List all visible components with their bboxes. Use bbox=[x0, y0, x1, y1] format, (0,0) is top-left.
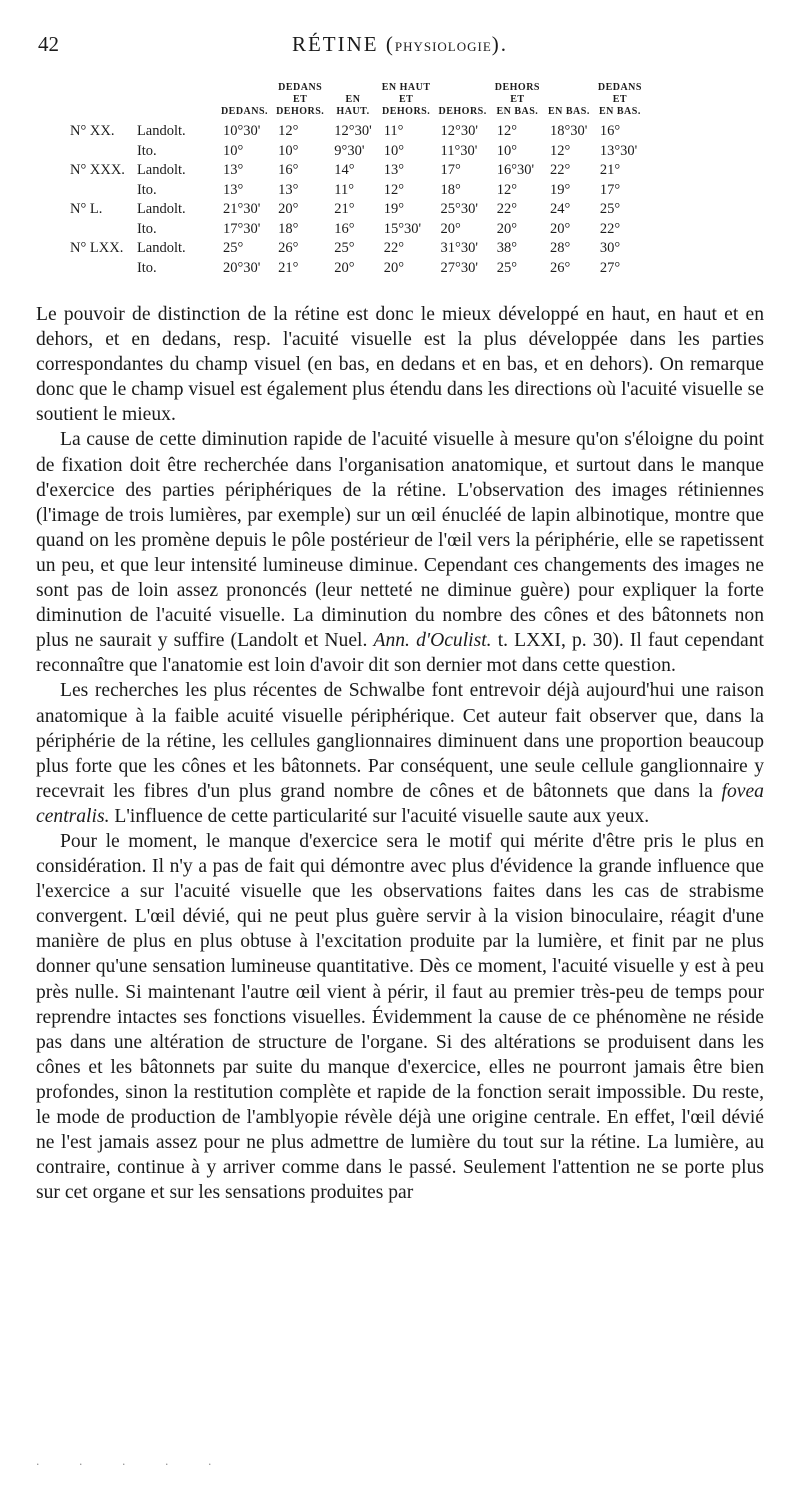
acuity-value: 25° bbox=[496, 259, 518, 276]
page-number: 42 bbox=[38, 32, 59, 56]
paragraph: Le pouvoir de distinction de la rétine est donc le mieux développé en haut, en haut et en dehors, et en dedans, resp. l'acuité visuelle est la plus développée dans les parties correspondantes du champ visuel (en bas, en dedans et en bas, et en dehors). On remarque donc que le champ visuel est également plus étendu dans les directions où l'acuité visuelle se soutient le mieux. bbox=[36, 304, 764, 426]
row-label bbox=[56, 259, 131, 279]
acuity-value: 12° bbox=[383, 181, 405, 198]
acuity-value: 25° bbox=[334, 240, 355, 256]
acuity-value: 13° bbox=[278, 181, 299, 198]
row-label: N° XXX. bbox=[70, 162, 125, 178]
row-label bbox=[56, 142, 131, 162]
table-row bbox=[56, 259, 646, 279]
acuity-value: 20° bbox=[334, 259, 355, 276]
acuity-value: 22° bbox=[496, 201, 518, 217]
paragraph: Pour le moment, le manque d'exercice sera le motif qui mérite d'être pris le plus en considération. Il n'y a pas de fait qui démontre avec plus d'évidence la grande influence que l'exercice a sur l'acuité visuelle que les observations faites dans les cas de strabisme convergent. L'œil dévié, qui ne peut plus guère servir à la vision binoculaire, réagit d'une manière de plus en plus obtuse à l'excitation produite par la lumière, et finit par ne plus donner qu'une sensation lumineuse quantitative. Dès ce moment, l'acuité visuelle y est à peu près nulle. Si maintenant l'autre œil vient à périr, il faut au premier très-peu de temps pour reprendre intactes ses fonctions visuelles. Évidemment la cause de ce phénomène ne réside pas dans une altération de structure de l'organe. Si des altérations se produisent dans les cônes et les bâtonnets par suite du manque d'exercice, elles ne pourront jamais être bien profondes, sinon la restitution complète et rapide de la fonction serait impossible. Du reste, le mode de production de l'amblyopie révèle déjà une origine centrale. En effet, l'œil dévié ne l'est jamais assez pour ne plus admettre de lumière du tout sur la rétine. La lumière, au contraire, continue à y arriver comme dans le passé. Seulement l'attention ne se porte plus sur cet organe et sur les sensations produites par bbox=[36, 830, 764, 1204]
fovea-term: fovea centralis. bbox=[36, 780, 764, 827]
observer-name: Ito. bbox=[136, 220, 157, 237]
acuity-value: 15°30' bbox=[383, 220, 422, 237]
title-paren-open: ( bbox=[385, 32, 395, 56]
acuity-value: 31°30' bbox=[440, 240, 478, 256]
acuity-value: 12° bbox=[496, 123, 518, 139]
title-main: RÉTINE bbox=[291, 32, 379, 56]
table-body bbox=[56, 122, 646, 278]
column-header: DEHORS ET EN BAS. bbox=[494, 82, 540, 117]
acuity-value: 12° bbox=[496, 181, 518, 198]
acuity-value: 10° bbox=[278, 142, 299, 159]
acuity-value: 20° bbox=[496, 220, 518, 237]
paragraph: Les recherches les plus récentes de Schwalbe font entrevoir déjà aujourd'hui une raison anatomique à la faible acuité visuelle périphérique. Cet auteur fait observer que, dans la périphérie de la rétine, les cellules ganglionnaires diminuent dans une proportion beaucoup plus forte que les cônes et les bâtonnets. Par conséquent, une seule cellule ganglionnaire y recevrait les fibres d'un plus grand nombre de cônes et de bâtonnets que dans la fovea centralis. L'influence de cette particularité sur l'acuité visuelle saute aux yeux. bbox=[36, 680, 764, 827]
acuity-value: 11° bbox=[383, 123, 404, 139]
acuity-value: 26° bbox=[278, 240, 299, 256]
acuity-value: 20°30' bbox=[222, 259, 261, 276]
running-title bbox=[36, 32, 764, 57]
acuity-value: 21°30' bbox=[222, 201, 261, 217]
title-sub: PHYSIOLOGIE bbox=[394, 39, 492, 54]
header-spacer bbox=[56, 82, 131, 122]
row-label bbox=[56, 220, 131, 240]
row-label: N° L. bbox=[70, 201, 103, 217]
acuity-value: 18° bbox=[278, 220, 299, 237]
acuity-value: 10°30' bbox=[222, 123, 261, 139]
acuity-value: 21° bbox=[599, 162, 621, 178]
acuity-value: 25° bbox=[222, 240, 244, 256]
acuity-value: 20° bbox=[440, 220, 461, 237]
acuity-value: 17° bbox=[440, 162, 461, 178]
acuity-value: 11°30' bbox=[440, 142, 478, 159]
acuity-value: 20° bbox=[278, 201, 299, 217]
row-label: N° XX. bbox=[70, 123, 115, 139]
acuity-value: 12° bbox=[549, 142, 571, 159]
acuity-value: 22° bbox=[599, 220, 621, 237]
column-header: DEDANS. bbox=[220, 106, 269, 117]
acuity-value: 14° bbox=[334, 162, 355, 178]
acuity-table bbox=[56, 82, 646, 278]
acuity-value: 12°30' bbox=[440, 123, 478, 139]
acuity-value: 20° bbox=[383, 259, 405, 276]
acuity-value: 26° bbox=[549, 259, 571, 276]
acuity-value: 25° bbox=[599, 201, 621, 217]
running-head bbox=[36, 30, 764, 58]
column-header: EN BAS. bbox=[547, 106, 590, 117]
observer-name: Landolt. bbox=[136, 240, 186, 256]
acuity-value: 10° bbox=[222, 142, 244, 159]
acuity-value: 13°30' bbox=[599, 142, 638, 159]
acuity-value: 18°30' bbox=[549, 123, 588, 139]
acuity-value: 13° bbox=[383, 162, 405, 178]
acuity-value: 13° bbox=[222, 162, 244, 178]
acuity-value: 25°30' bbox=[440, 201, 478, 217]
observer-name: Landolt. bbox=[136, 201, 186, 217]
column-header: EN HAUT ET DEHORS. bbox=[381, 82, 431, 117]
acuity-value: 22° bbox=[383, 240, 405, 256]
acuity-value: 10° bbox=[496, 142, 518, 159]
acuity-value: 12°30' bbox=[334, 123, 372, 139]
column-header: DEHORS. bbox=[438, 106, 487, 117]
table-header-row bbox=[56, 82, 646, 122]
acuity-value: 13° bbox=[222, 181, 244, 198]
observer-name: Landolt. bbox=[136, 123, 186, 139]
acuity-value: 17° bbox=[599, 181, 621, 198]
acuity-value: 16° bbox=[599, 123, 621, 139]
table-row bbox=[56, 239, 646, 259]
acuity-value: 19° bbox=[383, 201, 405, 217]
paragraph: La cause de cette diminution rapide de l'acuité visuelle à mesure qu'on s'éloigne du point de fixation doit être recherchée dans l'organisation anatomique, et surtout dans le manque d'exercice des parties périphériques de la rétine. L'observation des images rétiniennes (l'image de trois lumières, par exemple) sur un œil énucléé de lapin albinotique, montre que quand on les promène depuis le pôle postérieur de l'œil vers la périphérie, elle se rapetissent un peu, et que leur intensité lumineuse diminue. Cependant ces changements des images ne sont pas de loin assez prononcés (leur netteté ne diminue guère) pour expliquer la forte diminution de l'acuité visuelle. La diminution du nombre des cônes et des bâtonnets non plus ne saurait y suffire (Landolt et Nuel. Ann. d'Oculist. t. LXXI, p. 30). Il faut cependant reconnaître que l'anatomie est loin d'avoir dit son dernier mot dans cette question. bbox=[36, 429, 764, 677]
acuity-value: 16°30' bbox=[496, 162, 535, 178]
header-spacer bbox=[131, 82, 217, 122]
table-row bbox=[56, 220, 646, 240]
acuity-value: 19° bbox=[549, 181, 571, 198]
observer-name: Ito. bbox=[136, 142, 157, 159]
acuity-value: 22° bbox=[549, 162, 571, 178]
column-header: DEDANS ET DEHORS. bbox=[276, 82, 325, 117]
acuity-value: 21° bbox=[278, 259, 299, 276]
column-header: DEDANS ET EN BAS. bbox=[597, 82, 642, 117]
body-text bbox=[36, 302, 764, 1205]
acuity-value: 17°30' bbox=[222, 220, 261, 237]
row-label bbox=[56, 181, 131, 201]
acuity-value: 16° bbox=[278, 162, 299, 178]
acuity-value: 27° bbox=[599, 259, 621, 276]
acuity-value: 21° bbox=[334, 201, 355, 217]
scan-marks: · · · · · bbox=[36, 1458, 230, 1471]
observer-name: Ito. bbox=[136, 259, 157, 276]
acuity-value: 18° bbox=[440, 181, 461, 198]
observer-name: Landolt. bbox=[136, 162, 186, 178]
acuity-value: 12° bbox=[278, 123, 299, 139]
table-row bbox=[56, 200, 646, 220]
acuity-value: 16° bbox=[334, 220, 355, 237]
acuity-value: 20° bbox=[549, 220, 571, 237]
table-row bbox=[56, 142, 646, 162]
acuity-value: 38° bbox=[496, 240, 518, 256]
acuity-value: 24° bbox=[549, 201, 571, 217]
acuity-value: 28° bbox=[549, 240, 571, 256]
row-label: N° LXX. bbox=[70, 240, 124, 256]
acuity-value: 9°30' bbox=[334, 142, 365, 159]
observer-name: Ito. bbox=[136, 181, 157, 198]
journal-citation: Ann. d'Oculist. bbox=[373, 630, 492, 652]
column-header: EN HAUT. bbox=[336, 94, 370, 117]
table-row bbox=[56, 122, 646, 142]
acuity-value: 11° bbox=[334, 181, 355, 198]
table-row bbox=[56, 181, 646, 201]
acuity-value: 10° bbox=[383, 142, 405, 159]
acuity-value: 27°30' bbox=[440, 259, 478, 276]
acuity-value: 30° bbox=[599, 240, 621, 256]
title-paren-close: ). bbox=[491, 32, 509, 56]
table-row bbox=[56, 161, 646, 181]
